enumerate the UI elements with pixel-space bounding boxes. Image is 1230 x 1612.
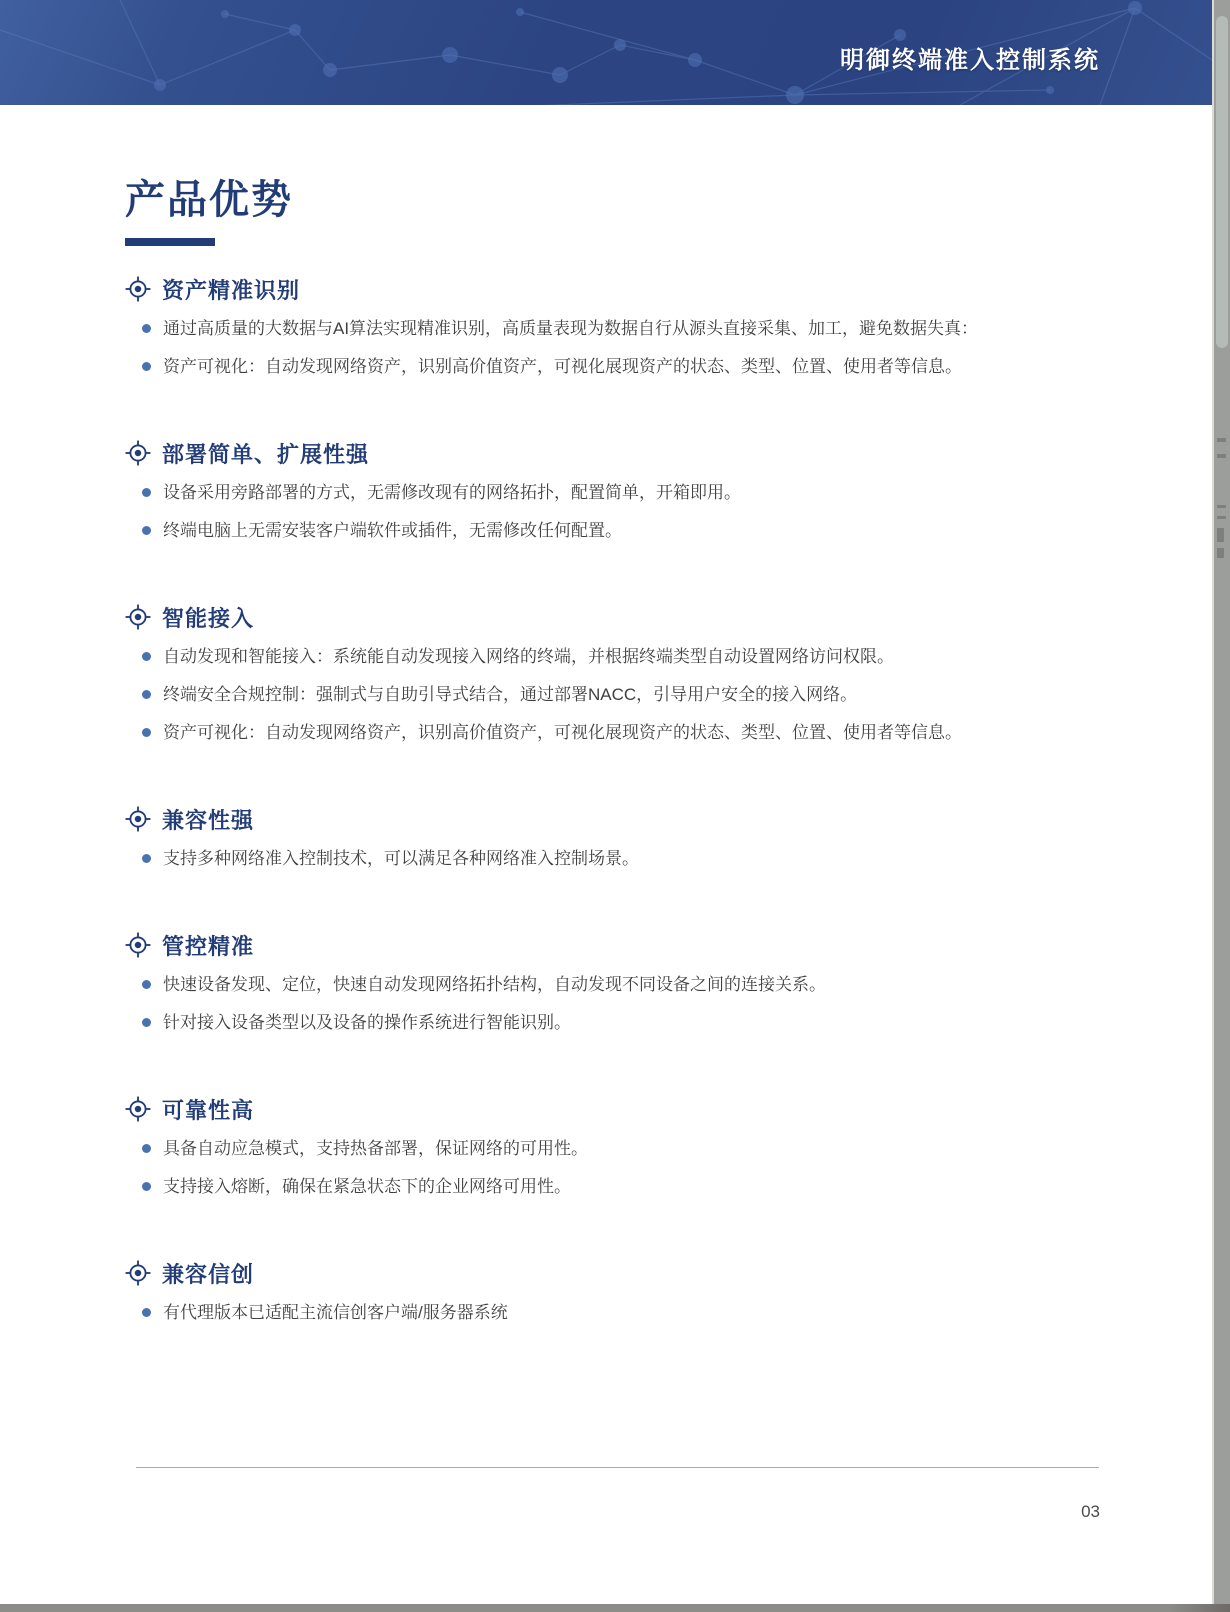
product-name: 明御终端准入控制系统 bbox=[840, 47, 1100, 74]
list-item bbox=[125, 354, 1100, 380]
bullet-list bbox=[125, 316, 1100, 380]
bullet-list bbox=[125, 644, 1100, 746]
section-heading-label: 资产精准识别 bbox=[162, 277, 301, 303]
list-item bbox=[125, 1300, 1100, 1326]
viewer-right-edge bbox=[1212, 0, 1230, 1612]
section-heading bbox=[125, 602, 1100, 632]
bullet-text: 自动发现和智能接入：系统能自动发现接入网络的终端，并根据终端类型自动设置网络访问权限。 bbox=[163, 647, 894, 666]
section-heading-label: 部署简单、扩展性强 bbox=[162, 441, 370, 467]
bullet-text: 有代理版本已适配主流信创客户端/服务器系统 bbox=[163, 1303, 508, 1322]
list-item bbox=[125, 1010, 1100, 1036]
bullet-list bbox=[125, 1300, 1100, 1326]
bullet-list bbox=[125, 1136, 1100, 1200]
viewer-bottom-edge bbox=[0, 1604, 1230, 1612]
section-heading bbox=[125, 1094, 1100, 1124]
edge-mark bbox=[1217, 516, 1226, 519]
bullet-text: 快速设备发现、定位，快速自动发现网络拓扑结构，自动发现不同设备之间的连接关系。 bbox=[163, 975, 826, 994]
list-item bbox=[125, 316, 1100, 342]
bullet-text: 针对接入设备类型以及设备的操作系统进行智能识别。 bbox=[163, 1013, 571, 1032]
section-precise-control bbox=[125, 930, 1100, 1036]
section-asset-identification bbox=[125, 274, 1100, 380]
bullet-dot-icon bbox=[142, 488, 151, 497]
list-item bbox=[125, 480, 1100, 506]
target-crosshair-icon bbox=[125, 1260, 151, 1286]
bullet-text: 终端电脑上无需安装客户端软件或插件，无需修改任何配置。 bbox=[163, 521, 622, 540]
bullet-text: 支持接入熔断，确保在紧急状态下的企业网络可用性。 bbox=[163, 1177, 571, 1196]
section-xinchuang-compat bbox=[125, 1258, 1100, 1326]
bullet-list bbox=[125, 972, 1100, 1036]
bullet-list bbox=[125, 480, 1100, 544]
section-heading-label: 管控精准 bbox=[162, 933, 255, 959]
bullet-dot-icon bbox=[142, 728, 151, 737]
bullet-text: 终端安全合规控制：强制式与自助引导式结合，通过部署NACC，引导用户安全的接入网络。 bbox=[163, 685, 858, 704]
target-crosshair-icon bbox=[125, 932, 151, 958]
edge-mark bbox=[1217, 438, 1226, 442]
bullet-dot-icon bbox=[142, 690, 151, 699]
bullet-text: 支持多种网络准入控制技术，可以满足各种网络准入控制场景。 bbox=[163, 849, 639, 868]
bullet-text: 设备采用旁路部署的方式，无需修改现有的网络拓扑，配置简单，开箱即用。 bbox=[163, 483, 741, 502]
bullet-dot-icon bbox=[142, 324, 151, 333]
bullet-text: 资产可视化：自动发现网络资产，识别高价值资产，可视化展现资产的状态、类型、位置、使用者等信息。 bbox=[163, 357, 962, 376]
edge-mark bbox=[1217, 548, 1224, 558]
section-heading bbox=[125, 274, 1100, 304]
page-number: 03 bbox=[1081, 1502, 1100, 1521]
bullet-text: 通过高质量的大数据与AI算法实现精准识别，高质量表现为数据自行从源头直接采集、加工，避免数据失真： bbox=[163, 319, 979, 338]
bullet-text: 具备自动应急模式，支持热备部署，保证网络的可用性。 bbox=[163, 1139, 588, 1158]
bullet-dot-icon bbox=[142, 1018, 151, 1027]
list-item bbox=[125, 1174, 1100, 1200]
target-crosshair-icon bbox=[125, 276, 151, 302]
list-item bbox=[125, 644, 1100, 670]
section-heading bbox=[125, 1258, 1100, 1288]
list-item bbox=[125, 518, 1100, 544]
bullet-dot-icon bbox=[142, 854, 151, 863]
target-crosshair-icon bbox=[125, 1096, 151, 1122]
main-content bbox=[125, 176, 1100, 1326]
list-item bbox=[125, 1136, 1100, 1162]
bullet-list bbox=[125, 846, 1100, 872]
section-heading-label: 兼容信创 bbox=[162, 1261, 255, 1287]
bullet-dot-icon bbox=[142, 362, 151, 371]
bullet-dot-icon bbox=[142, 526, 151, 535]
scrollbar-thumb[interactable] bbox=[1216, 16, 1228, 348]
list-item bbox=[125, 682, 1100, 708]
section-heading-label: 智能接入 bbox=[162, 605, 255, 631]
section-high-reliability bbox=[125, 1094, 1100, 1200]
bullet-dot-icon bbox=[142, 1144, 151, 1153]
bullet-text: 资产可视化：自动发现网络资产，识别高价值资产，可视化展现资产的状态、类型、位置、使用者等信息。 bbox=[163, 723, 962, 742]
section-heading bbox=[125, 804, 1100, 834]
target-crosshair-icon bbox=[125, 604, 151, 630]
list-item bbox=[125, 846, 1100, 872]
edge-mark bbox=[1217, 505, 1226, 508]
target-crosshair-icon bbox=[125, 806, 151, 832]
bullet-dot-icon bbox=[142, 1182, 151, 1191]
page-title: 产品优势 bbox=[125, 178, 293, 222]
bullet-dot-icon bbox=[142, 1308, 151, 1317]
page-header-banner bbox=[0, 0, 1212, 105]
section-heading-label: 兼容性强 bbox=[162, 807, 255, 833]
edge-mark bbox=[1217, 454, 1226, 458]
section-compatibility bbox=[125, 804, 1100, 872]
list-item bbox=[125, 720, 1100, 746]
section-heading-label: 可靠性高 bbox=[162, 1097, 255, 1123]
section-heading bbox=[125, 930, 1100, 960]
bullet-dot-icon bbox=[142, 980, 151, 989]
edge-mark bbox=[1217, 528, 1224, 542]
section-easy-deployment bbox=[125, 438, 1100, 544]
title-underline bbox=[125, 238, 215, 246]
target-crosshair-icon bbox=[125, 440, 151, 466]
section-heading bbox=[125, 438, 1100, 468]
list-item bbox=[125, 972, 1100, 998]
section-smart-access bbox=[125, 602, 1100, 746]
bullet-dot-icon bbox=[142, 652, 151, 661]
footer-divider bbox=[136, 1467, 1099, 1468]
